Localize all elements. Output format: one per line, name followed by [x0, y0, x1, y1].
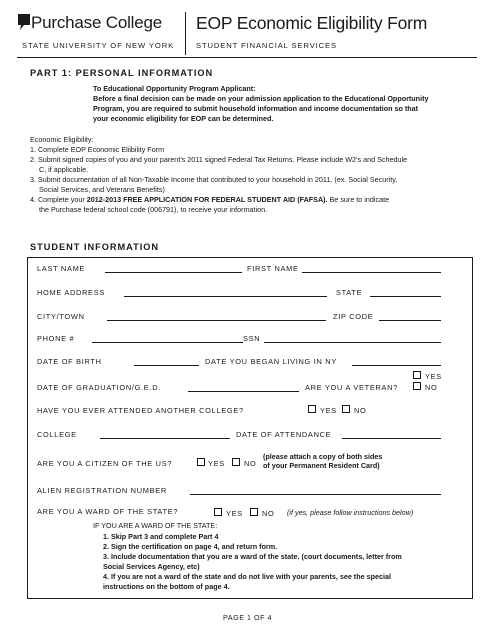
citizen-yes-checkbox[interactable] [197, 458, 205, 466]
ssn-field[interactable] [264, 342, 441, 343]
ward-no-label: NO [262, 509, 275, 518]
college-label: COLLEGE [37, 430, 77, 439]
ward-label: ARE YOU A WARD OF THE STATE? [37, 507, 179, 516]
ward-yes-label: YES [226, 509, 243, 518]
form-subtitle: STUDENT FINANCIAL SERVICES [196, 41, 337, 50]
citizen-no-label: NO [244, 459, 257, 468]
ssn-label: SSN [243, 334, 261, 343]
logo-icon [17, 13, 31, 31]
ward-instructions-heading: IF YOU ARE A WARD OF THE STATE: [93, 521, 218, 530]
list-item: 1. Skip Part 3 and complete Part 4 [103, 532, 219, 541]
state-label: STATE [336, 288, 363, 297]
eop-notice: To Educational Opportunity Program Applicant: Before a final decision can be made on your admission application to the Educational Opportunity Program, you are required to submit household information and income documentation so that your economic eligibility for EOP can be determined. [93, 84, 429, 123]
ward-no-checkbox[interactable] [250, 508, 258, 516]
alien-field[interactable] [190, 494, 441, 495]
page-number: PAGE 1 OF 4 [223, 613, 272, 622]
veteran-yes-checkbox[interactable] [413, 371, 421, 379]
ward-instructions [103, 532, 463, 592]
veteran-yes-label: YES [425, 372, 442, 381]
date-attendance-label: DATE OF ATTENDANCE [236, 430, 332, 439]
ward-yes-checkbox[interactable] [214, 508, 222, 516]
zip-label: ZIP CODE [333, 312, 374, 321]
brand-subtitle: STATE UNIVERSITY OF NEW YORK [22, 41, 175, 50]
zip-field[interactable] [379, 320, 441, 321]
list-item: 2. Submit signed copies of you and your parent’s 2011 signed Federal Tax Returns. Please include W2’s and Schedule [30, 155, 408, 164]
home-address-field[interactable] [124, 296, 327, 297]
date-ny-label: DATE YOU BEGAN LIVING IN NY [205, 357, 337, 366]
eligibility-heading: Economic Eligibility: [30, 135, 94, 144]
college-field[interactable] [100, 438, 230, 439]
veteran-no-checkbox[interactable] [413, 382, 421, 390]
list-item: 3. Submit documentation of all Non-Taxable Income that contributed to your household in 2011. (ex. Social Security, [30, 175, 398, 184]
list-item: 4. Complete your 2012-2013 FREE APPLICATION FOR FEDERAL STUDENT AID (FAFSA). Be sure to indicate [30, 195, 390, 204]
header-rule [17, 57, 477, 58]
student-info-heading: STUDENT INFORMATION [30, 242, 160, 252]
list-item: C, if applicable. [39, 165, 89, 174]
veteran-no-label: NO [425, 383, 438, 392]
list-item: the Purchase federal school code (006791), to receive your information. [39, 205, 268, 214]
list-item: instructions on the bottom of page 4. [103, 582, 230, 591]
list-item: 2. Sign the certification on page 4, and return form. [103, 542, 278, 551]
list-item: Social Services, and Veterans Benefits) [39, 185, 165, 194]
ward-note: (if yes, please follow instructions below) [287, 508, 414, 517]
city-field[interactable] [107, 320, 326, 321]
list-item: 3. Include documentation that you are a ward of the state. (court documents, letter from [103, 552, 402, 561]
phone-label: PHONE # [37, 334, 75, 343]
city-label: CITY/TOWN [37, 312, 85, 321]
last-name-label: LAST NAME [37, 264, 86, 273]
citizen-yes-label: YES [208, 459, 225, 468]
last-name-field[interactable] [105, 272, 242, 273]
first-name-label: FIRST NAME [247, 264, 299, 273]
citizen-no-checkbox[interactable] [232, 458, 240, 466]
part1-heading: PART 1: PERSONAL INFORMATION [30, 68, 214, 78]
header-divider [185, 12, 186, 55]
eligibility-list [30, 135, 480, 215]
veteran-label: ARE YOU A VETERAN? [305, 383, 398, 392]
dob-label: DATE OF BIRTH [37, 357, 102, 366]
first-name-field[interactable] [302, 272, 441, 273]
attended-no-label: NO [354, 406, 367, 415]
phone-field[interactable] [92, 342, 243, 343]
dob-field[interactable] [134, 365, 199, 366]
list-item: 1. Complete EOP Economic Eliibility Form [30, 145, 165, 154]
grad-label: DATE OF GRADUATION/G.E.D. [37, 383, 161, 392]
attended-yes-checkbox[interactable] [308, 405, 316, 413]
brand-title: Purchase College [31, 13, 162, 32]
citizen-note: (please attach a copy of both sides of your Permanent Resident Card) [263, 452, 383, 470]
alien-label: ALIEN REGISTRATION NUMBER [37, 486, 167, 495]
form-title: EOP Economic Eligibility Form [196, 13, 428, 33]
attended-yes-label: YES [320, 406, 337, 415]
citizen-label: ARE YOU A CITIZEN OF THE US? [37, 459, 173, 468]
state-field[interactable] [370, 296, 441, 297]
list-item: Social Services Agency, etc) [103, 562, 200, 571]
list-item: 4. If you are not a ward of the state and do not live with your parents, see the special [103, 572, 391, 581]
date-attendance-field[interactable] [342, 438, 441, 439]
attended-no-checkbox[interactable] [342, 405, 350, 413]
date-ny-field[interactable] [352, 365, 441, 366]
attended-label: HAVE YOU EVER ATTENDED ANOTHER COLLEGE? [37, 406, 244, 415]
grad-field[interactable] [188, 391, 299, 392]
home-address-label: HOME ADDRESS [37, 288, 105, 297]
